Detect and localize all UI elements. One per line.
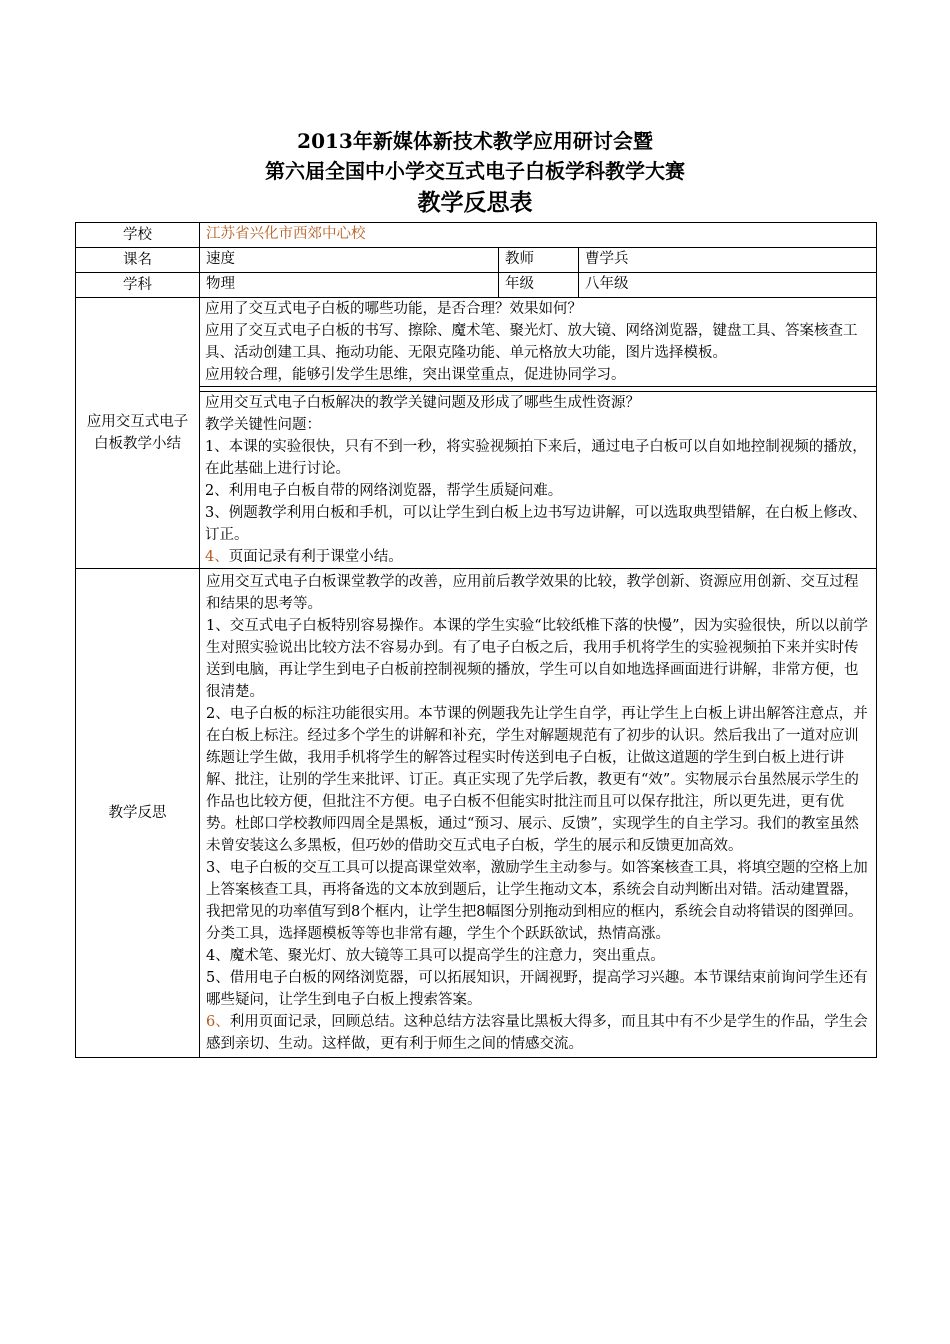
teacher-label: 教师	[499, 248, 579, 273]
key-issue-item: 2、利用电子白板自带的网络浏览器，帮学生质疑问难。	[205, 483, 563, 499]
grade-label: 年级	[499, 273, 579, 298]
form-title: 教学反思表	[417, 189, 533, 216]
item-text: 页面记录有利于课堂小结。	[228, 549, 403, 565]
reflection-paragraph	[206, 1011, 870, 1055]
document-header	[0, 126, 950, 220]
contest-title: 第六届全国中小学交互式电子白板学科教学大赛	[265, 159, 685, 183]
reflection-paragraph: 4、魔术笔、聚光灯、放大镜等工具可以提高学生的注意力，突出重点。	[206, 948, 665, 964]
item-number: 4、	[205, 549, 229, 565]
course-value: 速度	[200, 248, 499, 273]
key-issue-item: 1、本课的实验很快，只有不到一秒，将实验视频拍下来后，通过电子白板可以自如地控制视频的播放，在此基础上进行讨论。	[205, 439, 867, 477]
reflection-paragraph: 5、借用电子白板的网络浏览器，可以拓展知识，开阔视野，提高学习兴趣。本节课结束前询问学生还有哪些疑问，让学生到电子白板上搜索答案。	[206, 970, 868, 1008]
summary-row	[76, 298, 877, 569]
functions-answer: 应用了交互式电子白板的书写、擦除、魔术笔、聚光灯、放大镜、网络浏览器，键盘工具、答案核查工具、活动创建工具、拖动功能、无限克隆功能、单元格放大功能，图片选择模板。	[205, 323, 858, 361]
reflection-paragraph: 1、交互式电子白板特别容易操作。本课的学生实验“比较纸椎下落的快慢”，因为实验很快，所以以前学生对照实验说出比较方法不容易办到。有了电子白板之后，我用手机将学生的实验视频拍下来并实时传送到电脑，再让学生到电子白板前控制视频的播放，学生可以自如地选择画面进行讲解，非常方便，也很清楚。	[206, 618, 869, 700]
reflection-paragraph: 2、电子白板的标注功能很实用。本节课的例题我先让学生自学，再让学生上白板上讲出解答注意点，并在白板上标注。经过多个学生的讲解和补充，学生对解题规范有了初步的认识。然后我出了一道对应训练题让学生做，我用手机将学生的解答过程实时传送到电子白板，让做这道题的学生到白板上进行讲解、批注，让别的学生来批评、订正。真正实现了先学后教，教更有“效”。实物展示台虽然展示学生的作品也比较方便，但批注不方便。电子白板不但能实时批注而且可以保存批注，所以更先进，更有优势。杜郎口学校教师四周全是黑板，通过“预习、展示、反馈”，实现学生的自主学习。我们的教室虽然未曾安装这么多黑板，但巧妙的借助交互式电子白板，学生的展示和反馈更加高效。	[206, 706, 868, 854]
course-label: 课名	[76, 248, 200, 273]
summary-cell	[200, 298, 877, 569]
key-issues-intro: 教学关键性问题：	[205, 417, 321, 433]
item-number: 6、	[206, 1014, 230, 1030]
functions-box	[200, 298, 876, 387]
reflection-paragraph: 3、电子白板的交互工具可以提高课堂效率，激励学生主动参与。如答案核查工具，将填空题的空格上加上答案核查工具，再将备选的文本放到题后，让学生拖动文本，系统会自动判断出对错。活动建置器，我把常见的功率值写到8个框内，让学生把8幅图分别拖动到相应的框内，系统会自动将错误的图弹回。分类工具，选择题模板等等也非常有趣，学生个个跃跃欲试，热情高涨。	[206, 860, 868, 942]
reflection-label: 教学反思	[76, 569, 200, 1058]
grade-value: 八年级	[579, 273, 877, 298]
functions-evaluation: 应用较合理，能够引发学生思维，突出课堂重点，促进协同学习。	[205, 367, 626, 383]
key-issues-box	[200, 391, 876, 568]
teacher-value: 曹学兵	[579, 248, 877, 273]
school-value: 江苏省兴化市西郊中心校	[200, 223, 877, 248]
subject-label: 学科	[76, 273, 200, 298]
key-issues-question: 应用交互式电子白板解决的教学关键问题及形成了哪些生成性资源？	[205, 395, 640, 411]
reflection-cell	[200, 569, 877, 1058]
reflection-form-table	[75, 222, 877, 1058]
reflection-intro: 应用交互式电子白板课堂教学的改善，应用前后教学效果的比较，教学创新、资源应用创新、交互过程和结果的思考等。	[206, 574, 859, 612]
summary-label: 应用交互式电子白板教学小结	[76, 298, 200, 569]
item-text: 利用页面记录，回顾总结。这种总结方法容量比黑板大得多，而且其中有不少是学生的作品，学生会感到亲切、生动。这样做，更有利于师生之间的情感交流。	[206, 1014, 868, 1052]
school-label: 学校	[76, 223, 200, 248]
reflection-row	[76, 569, 877, 1058]
subject-value: 物理	[200, 273, 499, 298]
school-row	[76, 223, 877, 248]
course-row	[76, 248, 877, 273]
key-issue-item: 3、例题教学利用白板和手机，可以让学生到白板上边书写边讲解，可以选取典型错解，在白板上修改、订正。	[205, 505, 867, 543]
functions-question: 应用了交互式电子白板的哪些功能，是否合理？效果如何？	[205, 301, 582, 317]
conference-title: 2013年新媒体新技术教学应用研讨会暨	[297, 129, 653, 153]
subject-row	[76, 273, 877, 298]
key-issue-item	[205, 546, 871, 568]
